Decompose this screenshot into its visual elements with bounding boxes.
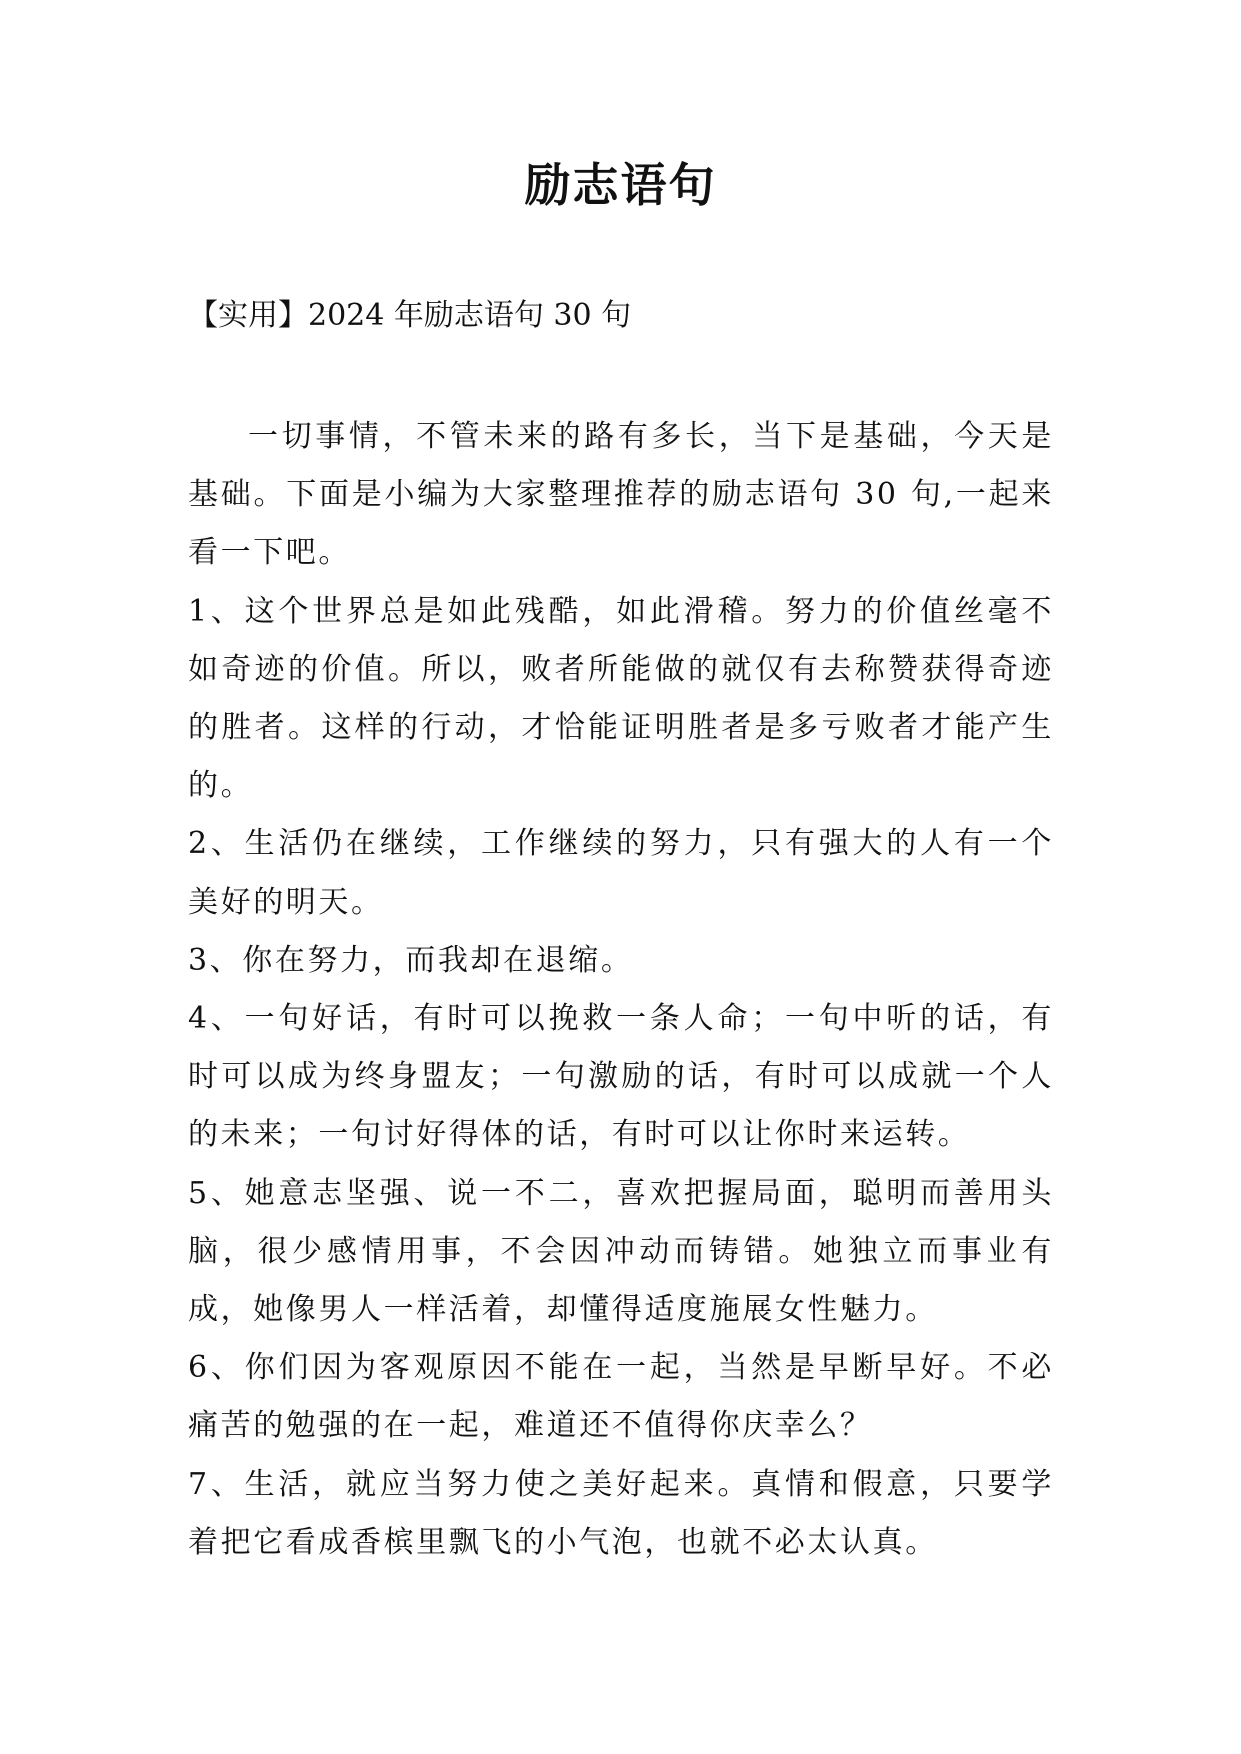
quote-item-1: 1、这个世界总是如此残酷，如此滑稽。努力的价值丝毫不如奇迹的价值。所以，败者所能做的就仅有去称赞获得奇迹的胜者。这样的行动，才恰能证明胜者是多亏败者才能产生的。 (188, 593, 1054, 804)
quote-item-3: 3、你在努力，而我却在退缩。 (188, 942, 634, 978)
intro-paragraph: 一切事情，不管未来的路有多长，当下是基础，今天是基础。下面是小编为大家整理推荐的励志语句 30 句,一起来看一下吧。 (188, 419, 1054, 571)
document-subtitle: 【实用】2024 年励志语句 30 句 (188, 298, 632, 333)
quote-item-4: 4、一句好话，有时可以挽救一条人命；一句中听的话，有时可以成为终身盟友；一句激励的话，有时可以成就一个人的未来；一句讨好得体的话，有时可以让你时来运转。 (188, 1001, 1054, 1153)
quote-item-5: 5、她意志坚强、说一不二，喜欢把握局面，聪明而善用头脑，很少感情用事，不会因冲动而铸错。她独立而事业有成，她像男人一样活着，却懂得适度施展女性魅力。 (188, 1175, 1054, 1328)
quote-item-7: 7、生活，就应当努力使之美好起来。真情和假意，只要学着把它看成香槟里飘飞的小气泡，也就不必太认真。 (188, 1466, 1054, 1560)
quote-item-2: 2、生活仍在继续，工作继续的努力，只有强大的人有一个美好的明天。 (188, 826, 1054, 920)
quote-item-6: 6、你们因为客观原因不能在一起，当然是早断早好。不必痛苦的勉强的在一起，难道还不值得你庆幸么？ (188, 1350, 1054, 1444)
document-body (188, 408, 1054, 1572)
document-title: 励志语句 (524, 158, 717, 212)
